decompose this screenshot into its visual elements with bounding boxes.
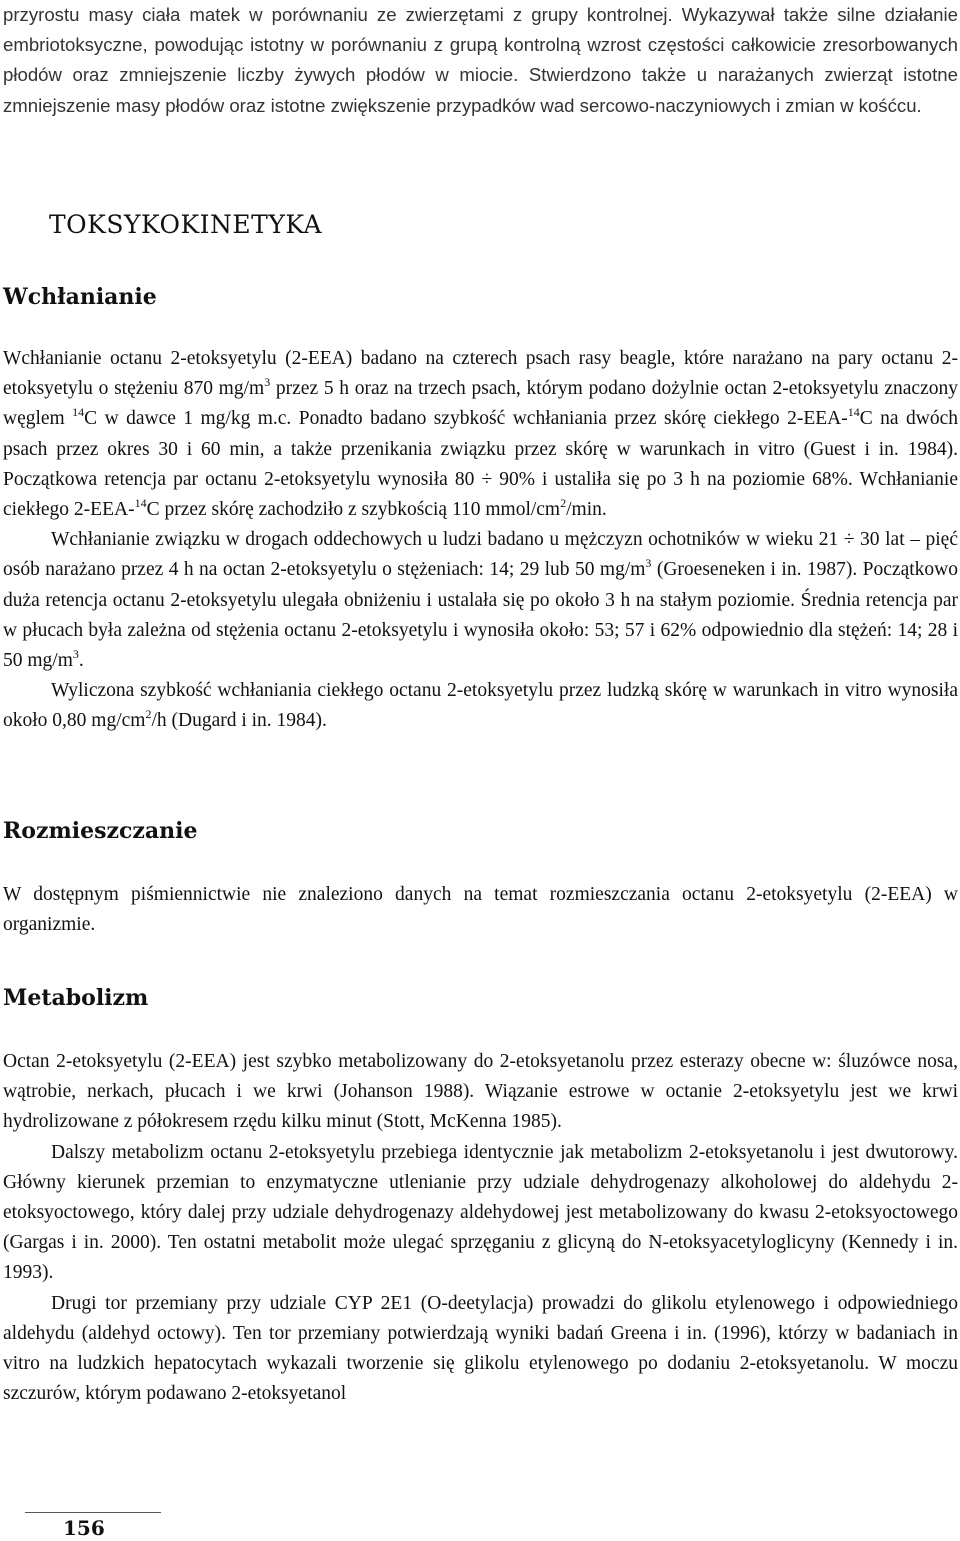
section-title: TOKSYKOKINETYKA <box>49 210 323 239</box>
page-number: 156 <box>63 1516 105 1540</box>
rozmieszczanie-section <box>3 880 958 940</box>
metabolizm-paragraph-3: Drugi tor przemiany przy udziale CYP 2E1 (O-deetylacja) prowadzi do glikolu etylenowego i odpowiedniego aldehydu (aldehyd octowy). Ten tor przemiany potwierdzają wyniki badań Greena i in. (1996), którzy w badaniach in vitro na ludzkich hepatocytach wykazali tworzenie się glikolu etylenowego po dodaniu 2-etoksyetanolu. W moczu szczurów, którym podawano 2-etoksyetanol <box>3 1292 958 1405</box>
metabolizm-paragraph-2: Dalszy metabolizm octanu 2-etoksyetylu przebiega identycznie jak metabolizm 2-etoksyetanolu i jest dwutorowy. Główny kierunek przemian to enzymatyczne utlenianie przy udziale dehydrogenazy alkoholowej do aldehydu 2-etoksyoctowego, który dalej przy udziale dehydrogenazy aldehydowej jest metabolizowany do kwasu 2-etoksyoctowego (Gargas i in. 2000). Ten ostatni metabolit może ulegać sprzęganiu z glicyną do N-etoksyacetyloglicyny (Kennedy i in. 1993). <box>3 1141 958 1284</box>
intro-paragraph: przyrostu masy ciała matek w porównaniu ze zwierzętami z grupy kontrolnej. Wykazywał także silne działanie embriotoksyczne, powodując istotny w porównaniu z grupą kontrolną wzrost częstości całkowicie zresorbowanych płodów oraz zmniejszenie liczby żywych płodów w miocie. Stwierdzono także u narażanych zwierząt istotne zmniejszenie masy płodów oraz istotne zwiększenie przypadków wad sercowo-naczyniowych i zmian w kośćcu. <box>3 4 958 116</box>
rozmieszczanie-paragraph-1: W dostępnym piśmiennictwie nie znaleziono danych na temat rozmieszczania octanu 2-etoksyetylu (2-EEA) w organizmie. <box>3 884 958 936</box>
metabolizm-section <box>3 1047 958 1409</box>
wchlanianie-section <box>3 344 958 737</box>
footer-rule <box>25 1512 161 1513</box>
heading-metabolizm: Metabolizm <box>3 985 149 1011</box>
wchlanianie-paragraph-2: Wchłanianie związku w drogach oddechowych u ludzi badano u mężczyzn ochotników w wieku 21 ÷ 30 lat – pięć osób narażano przez 4 h na octan 2-etoksyetylu o stężeniach: 14; 29 lub 50 $mg/m^3$ (Groeseneken i in. 1987). Początkowo duża retencja octanu 2-etoksyetylu ulegała obniżeniu i ustalała się po około 3 h na stałym poziomie. Średnia retencja par w płucach była zależna od stężenia octanu 2-etoksyetylu i wynosiła około: 53; 57 i 62% odpowiednio dla stężeń: 14; 28 i 50 $mg/m^3$. <box>3 529 958 672</box>
metabolizm-paragraph-1: Octan 2-etoksyetylu (2-EEA) jest szybko metabolizowany do 2-etoksyetanolu przez esterazy obecne w: śluzówce nosa, wątrobie, nerkach, płucach i we krwi (Johanson 1988). Wiązanie estrowe w octanie 2-etoksyetylu jest we krwi hydrolizowane z półokresem rzędu kilku minut (Stott, McKenna 1985). <box>3 1051 958 1133</box>
heading-rozmieszczanie: Rozmieszczanie <box>3 818 198 844</box>
wchlanianie-paragraph-3: Wyliczona szybkość wchłaniania ciekłego octanu 2-etoksyetylu przez ludzką skórę w warunkach in vitro wynosiła około 0,80 $mg/cm^2/h$ (Dugard i in. 1984). <box>3 680 958 732</box>
wchlanianie-paragraph-1: Wchłanianie octanu 2-etoksyetylu (2-EEA) badano na czterech psach rasy beagle, które narażano na pary octanu 2-etoksyetylu o stężeniu 870 $mg/m^3$ przez 5 h oraz na trzech psach, którym podano dożylnie octan 2-etoksyetylu znaczony węglem $^{14}$C w dawce 1 mg/kg m.c. Ponadto badano szybkość wchłaniania przez skórę ciekłego 2-EEA-$^{14}$C na dwóch psach przez okres 30 i 60 min, a także przenikania związku przez skórę w warunkach in vitro (Guest i in. 1984). Początkowa retencja par octanu 2-etoksyetylu wynosiła 80 ÷ 90% i ustaliła się po 3 h na poziomie 68%. Wchłanianie ciekłego 2-EEA-$^{14}$C przez skórę zachodziło z szybkością 110 mmol/$cm^2/\min$. <box>3 348 958 521</box>
heading-wchlanianie: Wchłanianie <box>3 284 157 310</box>
